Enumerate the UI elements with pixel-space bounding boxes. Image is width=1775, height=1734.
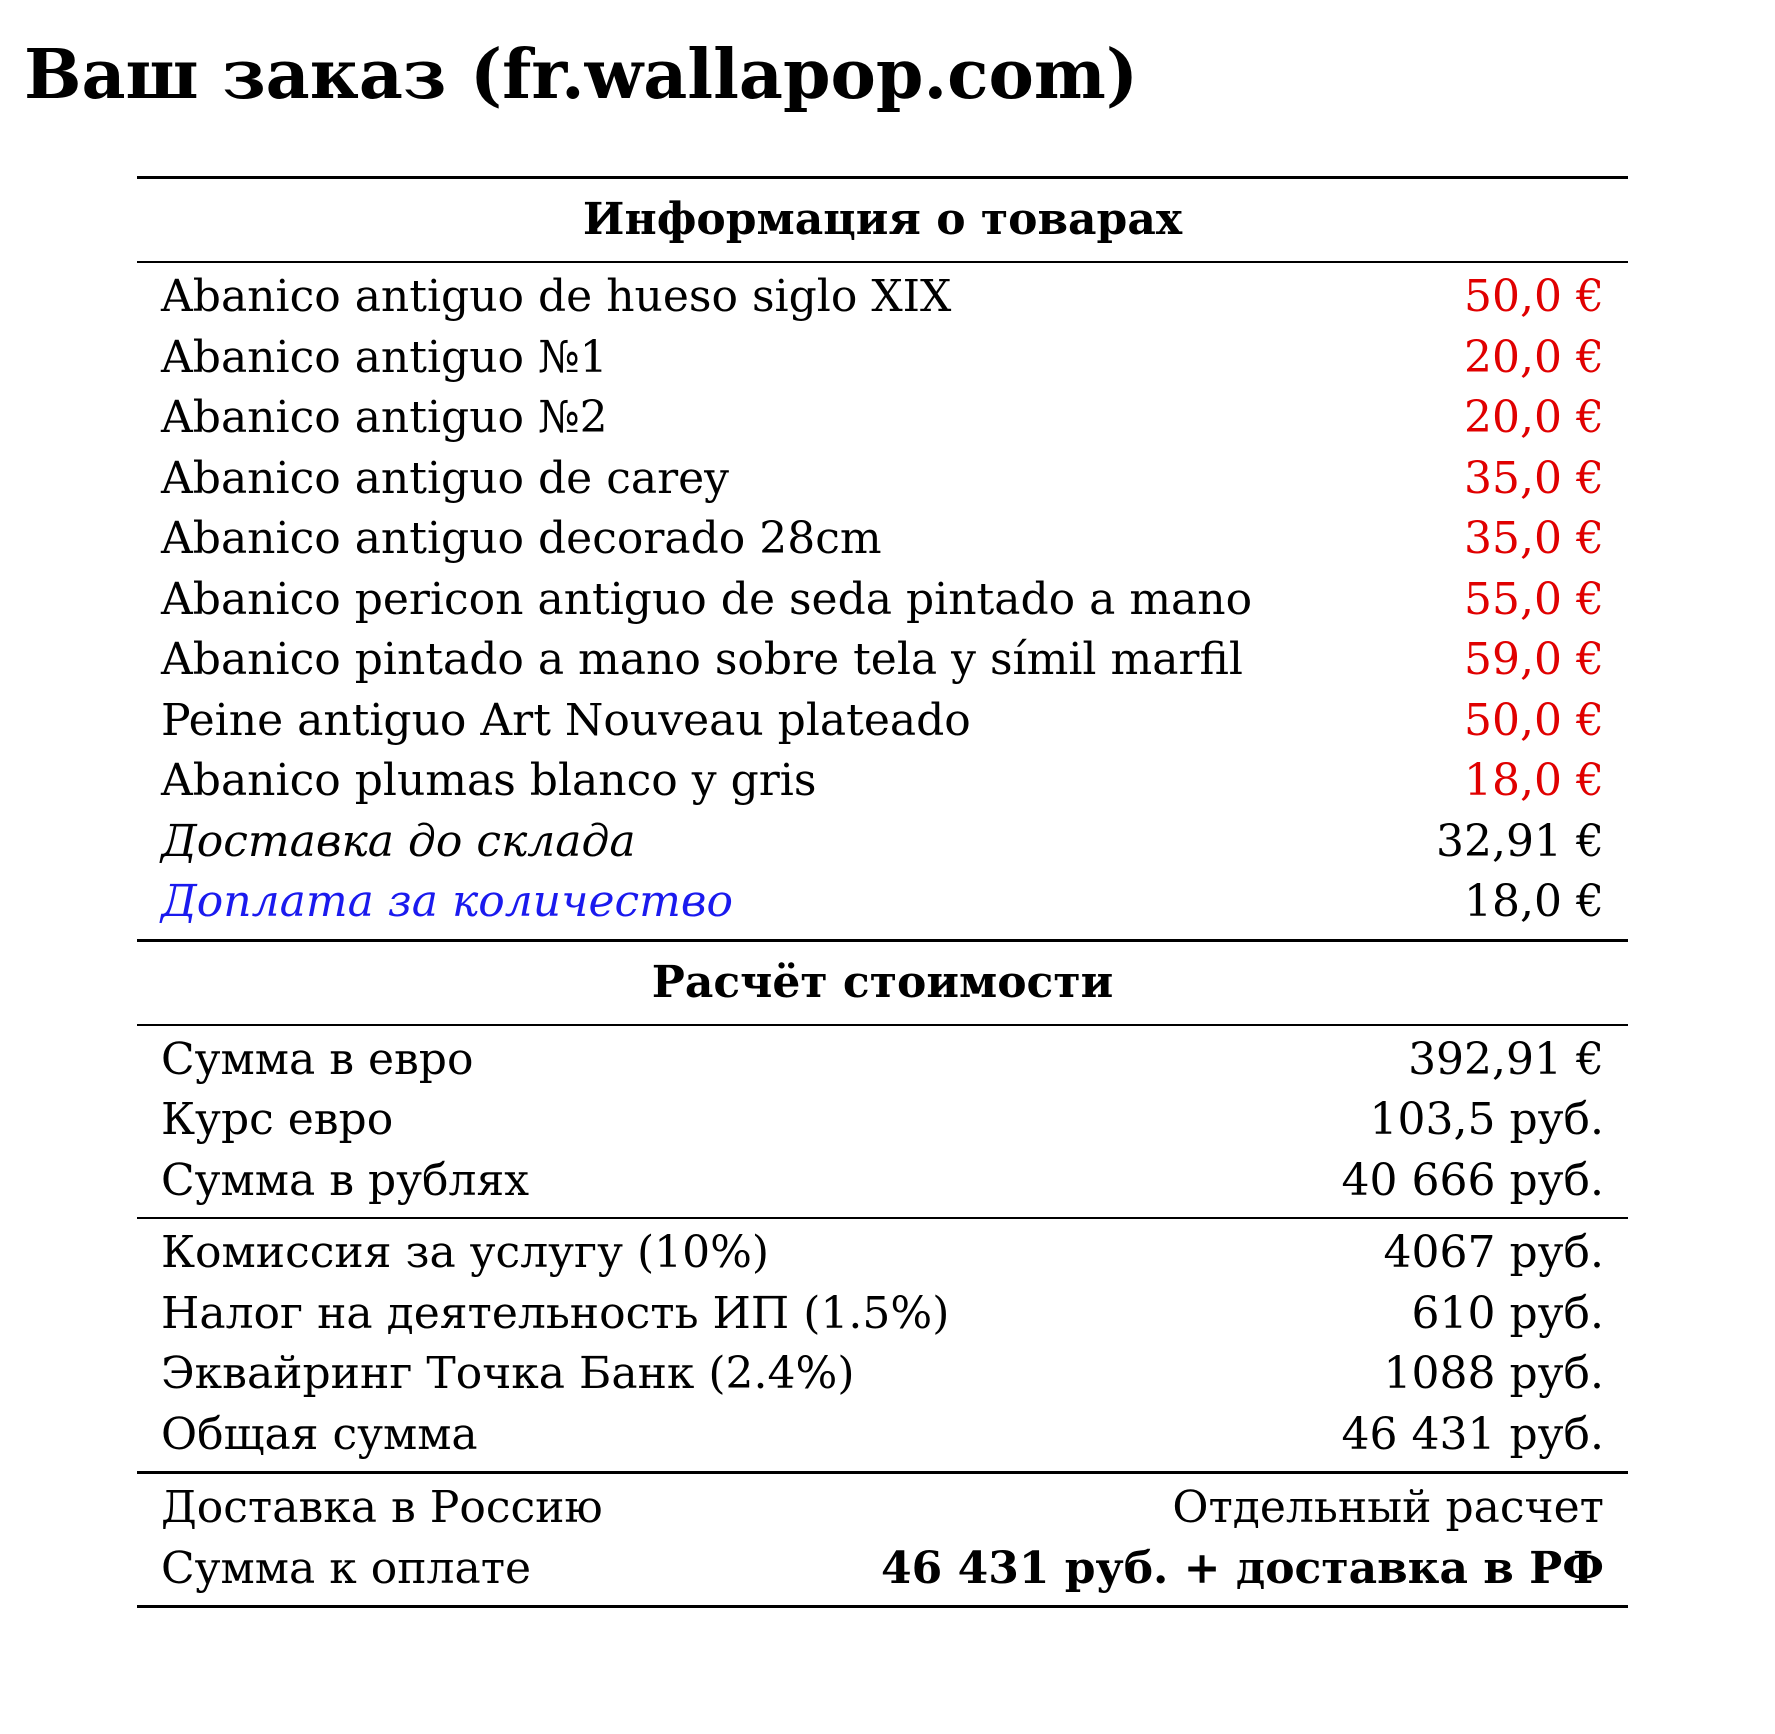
product-name: Peine antiguo Art Nouveau plateado <box>161 694 971 746</box>
product-row <box>137 751 1628 812</box>
euro-rate-value: 103,5 руб. <box>1369 1094 1604 1145</box>
acquiring-value: 1088 руб. <box>1383 1348 1604 1399</box>
product-row <box>137 449 1628 510</box>
sum-euro-row <box>137 1030 1628 1091</box>
page-title: Ваш заказ (fr.wallapop.com) <box>24 35 1138 115</box>
sum-rubles-value: 40 666 руб. <box>1341 1154 1604 1206</box>
service-fee-row <box>137 1223 1628 1284</box>
product-price: 18,0 € <box>1464 755 1604 806</box>
product-name: Abanico antiguo №1 <box>161 331 608 383</box>
product-name: Abanico antiguo de carey <box>161 452 730 504</box>
sum-rubles-label: Сумма в рублях <box>161 1154 530 1206</box>
warehouse-delivery-value: 32,91 € <box>1436 815 1604 867</box>
total-sum-label: Общая сумма <box>161 1408 478 1460</box>
russia-delivery-label: Доставка в Россию <box>161 1482 603 1533</box>
product-row <box>137 630 1628 691</box>
amount-due-label: Сумма к оплате <box>161 1542 532 1594</box>
product-name: Abanico antiguo decorado 28cm <box>161 513 882 564</box>
product-price: 50,0 € <box>1464 694 1604 746</box>
product-price: 55,0 € <box>1464 573 1604 625</box>
product-name: Abanico antiguo de hueso siglo XIX <box>161 271 952 322</box>
product-name: Abanico pericon antiguo de seda pintado a mano <box>161 573 1253 625</box>
product-list <box>137 263 1628 939</box>
table-bottom-rule <box>137 1605 1628 1608</box>
warehouse-delivery-label: Доставка до склада <box>161 815 636 867</box>
service-fee-label: Комиссия за услугу (10%) <box>161 1227 770 1278</box>
tax-value: 610 руб. <box>1411 1287 1604 1339</box>
product-price: 59,0 € <box>1464 634 1604 685</box>
product-price: 35,0 € <box>1464 513 1604 564</box>
product-row <box>137 691 1628 752</box>
service-fee-value: 4067 руб. <box>1383 1227 1604 1278</box>
product-row <box>137 388 1628 449</box>
amount-due-value: 46 431 руб. + доставка в РФ <box>881 1542 1604 1594</box>
product-name: Abanico plumas blanco y gris <box>161 755 817 806</box>
product-price: 20,0 € <box>1464 392 1604 443</box>
products-section-heading: Информация о товарах <box>582 194 1183 245</box>
tax-row <box>137 1284 1628 1345</box>
russia-delivery-row <box>137 1478 1628 1539</box>
product-row <box>137 267 1628 328</box>
sum-euro-value: 392,91 € <box>1408 1033 1604 1085</box>
cost-section-heading: Расчёт стоимости <box>651 956 1114 1008</box>
product-row <box>137 509 1628 570</box>
euro-rate-row <box>137 1090 1628 1151</box>
fees-list <box>137 1219 1628 1471</box>
product-name: Abanico pintado a mano sobre tela y símil marfil <box>161 634 1243 685</box>
tax-label: Налог на деятельность ИП (1.5%) <box>161 1287 950 1339</box>
amount-due-row <box>137 1539 1628 1600</box>
product-row <box>137 570 1628 631</box>
conversion-list <box>137 1026 1628 1218</box>
final-list <box>137 1474 1628 1605</box>
russia-delivery-value: Отдельный расчет <box>1172 1482 1604 1533</box>
product-price: 35,0 € <box>1464 452 1604 504</box>
product-row <box>137 328 1628 389</box>
order-summary-table <box>137 176 1628 1608</box>
product-price: 50,0 € <box>1464 271 1604 322</box>
acquiring-label: Эквайринг Точка Банк (2.4%) <box>161 1348 855 1399</box>
acquiring-row <box>137 1344 1628 1405</box>
warehouse-delivery-row <box>137 812 1628 873</box>
quantity-surcharge-link[interactable]: Доплата за количество <box>161 876 733 927</box>
total-sum-value: 46 431 руб. <box>1341 1408 1604 1460</box>
quantity-surcharge-row <box>137 872 1628 933</box>
quantity-surcharge-value: 18,0 € <box>1464 876 1604 927</box>
product-name: Abanico antiguo №2 <box>161 392 608 443</box>
sum-rubles-row <box>137 1151 1628 1212</box>
sum-euro-label: Сумма в евро <box>161 1033 474 1085</box>
total-sum-row <box>137 1405 1628 1466</box>
euro-rate-label: Курс евро <box>161 1094 394 1145</box>
product-price: 20,0 € <box>1464 331 1604 383</box>
